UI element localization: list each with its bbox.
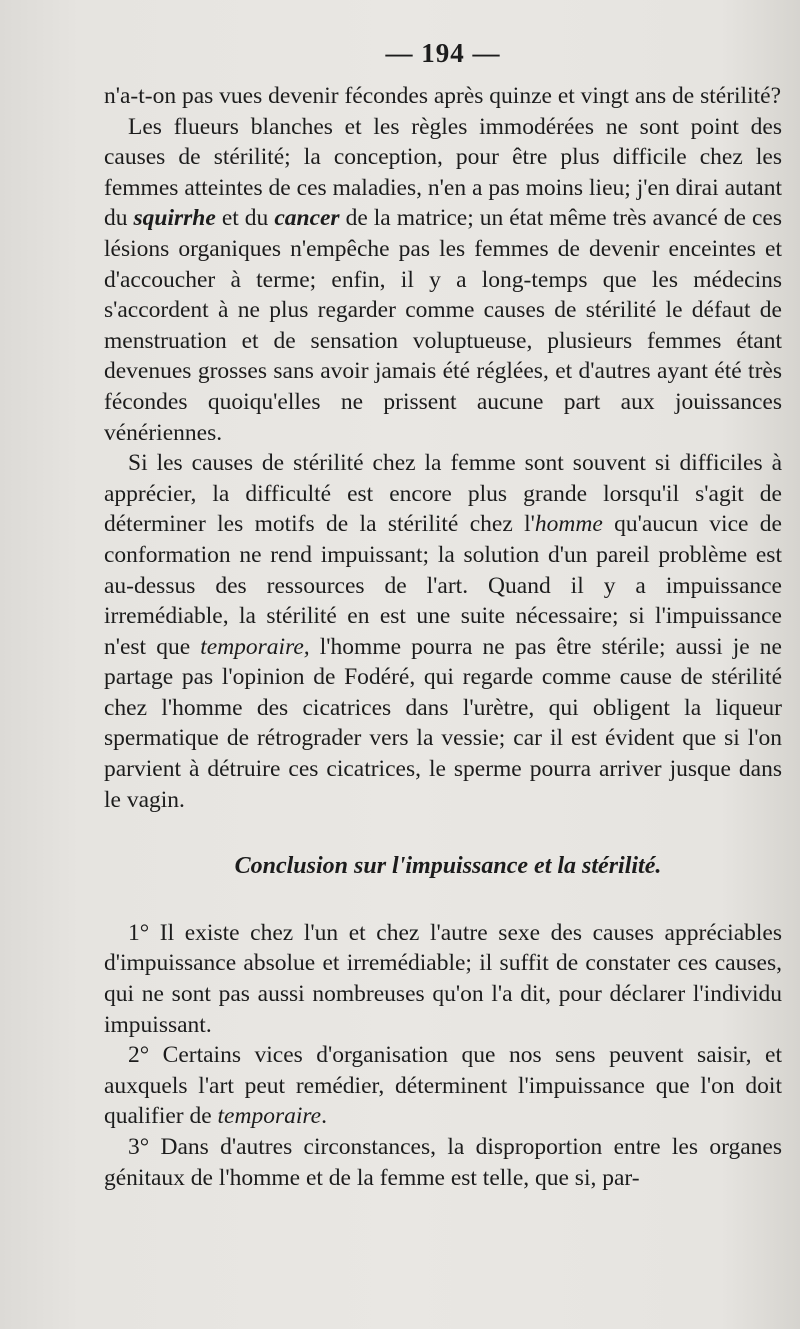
- paragraph-continuation: n'a-t-on pas vues devenir fécondes après quinze et vingt ans de stérilité?: [104, 83, 782, 109]
- term-temporaire-2: temporaire: [217, 1103, 322, 1130]
- term-temporaire: temporaire,: [200, 633, 310, 660]
- paragraph-flueurs: Les flueurs blanches et les règles immodérées ne sont point des causes de stérilité; la conception, pour être plus difficile chez les femmes atteintes de ces maladies, n'en a pas moins lieu; j'en dirai autant du squirrhe et du cancer de la matrice; un état même très avancé de ces lésions organiques n'empêche pas les femmes de devenir enceintes et d'accoucher à terme; enfin, il y a long-temps que les médecins s'accordent à ne plus regarder comme causes de stérilité le défaut de menstruation et de sensation voluptueuse, plusieurs femmes étant devenues grosses sans avoir jamais été réglées, et d'autres ayant été très fécondes quoiqu'elles ne prissent aucune part aux jouissances vénériennes.: [104, 113, 782, 446]
- term-cancer: cancer: [274, 205, 340, 232]
- body-text: [104, 81, 782, 1193]
- term-squirrhe: squirrhe: [133, 205, 216, 232]
- page-number: — 194 —: [385, 38, 501, 68]
- section-heading: Conclusion sur l'impuissance et la stérilité.: [234, 853, 662, 880]
- conclusion-item-1: 1° Il existe chez l'un et chez l'autre sexe des causes appréciables d'impuissance absolue et irremédiable; il suffit de constater ces causes, qui ne sont pas aussi nombreuses qu'on l'a dit, pour déclarer l'individu impuissant.: [104, 919, 782, 1038]
- paragraph-sterilite-homme: Si les causes de stérilité chez la femme sont souvent si difficiles à apprécier, la difficulté est encore plus grande lorsqu'il s'agit de déterminer les motifs de la stérilité chez l'homme qu'aucun vice de conformation ne rend impuissant; la solution d'un pareil problème est au-dessus des ressources de l'art. Quand il y a impuissance irremédiable, la stérilité en est une suite nécessaire; si l'impuissance n'est que temporaire, l'homme pourra ne pas être stérile; aussi je ne partage pas l'opinion de Fodéré, qui regarde comme cause de stérilité chez l'homme des cicatrices dans l'urètre, qui obligent la liqueur spermatique de rétrograder vers la vessie; car il est évident que si l'on parvient à détruire ces cicatrices, le sperme pourra arriver jusque dans le vagin.: [104, 450, 782, 813]
- term-homme: homme: [534, 511, 603, 538]
- conclusion-item-3: 3° Dans d'autres circonstances, la disproportion entre les organes génitaux de l'homme et de la femme est telle, que si, par-: [104, 1134, 782, 1191]
- conclusion-item-2: 2° Certains vices d'organisation que nos sens peuvent saisir, et auxquels l'art peut remédier, déterminent l'impuissance que l'on doit qualifier de temporaire.: [104, 1042, 782, 1130]
